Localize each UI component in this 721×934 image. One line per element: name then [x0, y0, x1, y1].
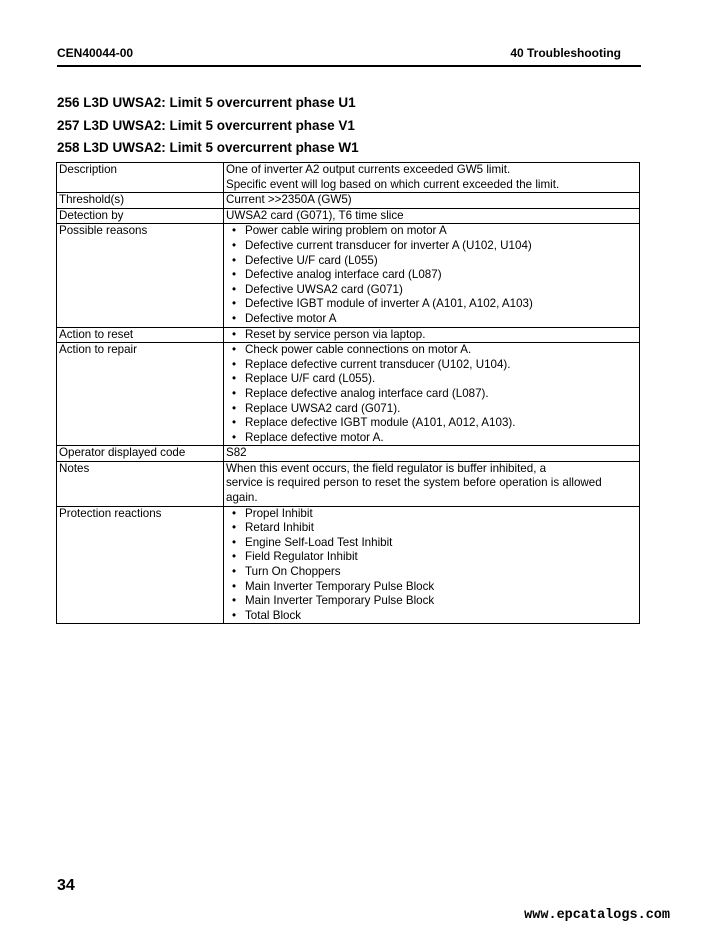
event-headings [57, 94, 359, 162]
list-item: • Defective analog interface card (L087) [226, 268, 637, 283]
possible-reasons-list [226, 224, 637, 326]
row-label: Description [57, 163, 224, 193]
row-value [224, 163, 640, 193]
table-row-notes [57, 461, 640, 506]
list-item: • Replace UWSA2 card (G071). [226, 402, 637, 417]
row-label: Action to repair [57, 343, 224, 446]
table-row-possible-reasons [57, 224, 640, 327]
row-label: Detection by [57, 208, 224, 224]
table-row-action-repair [57, 343, 640, 446]
row-value: Current >>2350A (GW5) [224, 193, 640, 209]
list-item: • Field Regulator Inhibit [226, 550, 637, 565]
row-label: Protection reactions [57, 506, 224, 624]
row-label: Notes [57, 461, 224, 506]
notes-line: service is required person to reset the system before operation is allowed [226, 476, 602, 490]
row-value [224, 506, 640, 624]
list-item: • Reset by service person via laptop. [226, 328, 637, 343]
list-item: • Defective U/F card (L055) [226, 254, 637, 269]
row-label: Threshold(s) [57, 193, 224, 209]
list-item: • Replace defective analog interface card (L087). [226, 387, 637, 402]
row-label: Action to reset [57, 327, 224, 343]
event-heading-257: 257 L3D UWSA2: Limit 5 overcurrent phase V1 [57, 117, 355, 133]
list-item: • Defective IGBT module of inverter A (A101, A102, A103) [226, 297, 637, 312]
list-item: • Replace defective motor A. [226, 431, 637, 446]
document-id: CEN40044-00 [57, 46, 134, 60]
table-row-description [57, 163, 640, 193]
list-item: • Check power cable connections on motor A. [226, 343, 637, 358]
list-item: • Main Inverter Temporary Pulse Block [226, 594, 637, 609]
action-reset-list [226, 328, 637, 343]
table-row-protection-reactions [57, 506, 640, 624]
header-rule [57, 65, 641, 67]
list-item: • Replace U/F card (L055). [226, 372, 637, 387]
list-item: • Defective current transducer for inverter A (U102, U104) [226, 239, 637, 254]
row-value: UWSA2 card (G071), T6 time slice [224, 208, 640, 224]
list-item: • Turn On Choppers [226, 565, 637, 580]
row-value [224, 343, 640, 446]
row-value: S82 [224, 446, 640, 462]
list-item: • Propel Inhibit [226, 507, 637, 522]
list-item: • Defective UWSA2 card (G071) [226, 283, 637, 298]
table-row-operator-code [57, 446, 640, 462]
table-row-threshold [57, 193, 640, 209]
table-row-detection [57, 208, 640, 224]
list-item: • Defective motor A [226, 312, 637, 327]
list-item: • Engine Self-Load Test Inhibit [226, 536, 637, 551]
list-item: • Retard Inhibit [226, 521, 637, 536]
table-row-action-reset [57, 327, 640, 343]
description-line: One of inverter A2 output currents exceeded GW5 limit. [226, 163, 511, 176]
list-item: • Replace defective IGBT module (A101, A012, A103). [226, 416, 637, 431]
protection-reactions-list [226, 507, 637, 624]
notes-line: again. [226, 491, 258, 505]
event-heading-258: 258 L3D UWSA2: Limit 5 overcurrent phase W1 [57, 140, 359, 155]
event-heading-256: 256 L3D UWSA2: Limit 5 overcurrent phase U1 [57, 95, 356, 110]
row-value [224, 224, 640, 327]
list-item: • Total Block [226, 609, 637, 624]
row-label: Possible reasons [57, 224, 224, 327]
list-item: • Replace defective current transducer (U102, U104). [226, 358, 637, 373]
troubleshooting-table [56, 162, 640, 624]
page-number: 34 [57, 877, 75, 894]
row-value [224, 327, 640, 343]
description-line: Specific event will log based on which current exceeded the limit. [226, 177, 560, 191]
watermark: www.epcatalogs.com [524, 908, 670, 923]
notes-line: When this event occurs, the field regulator is buffer inhibited, a [226, 461, 547, 475]
list-item: • Main Inverter Temporary Pulse Block [226, 580, 637, 595]
row-label: Operator displayed code [57, 446, 224, 462]
row-value [224, 461, 640, 506]
action-repair-list [226, 343, 637, 445]
list-item: • Power cable wiring problem on motor A [226, 224, 637, 239]
section-title: 40 Troubleshooting [510, 46, 621, 60]
